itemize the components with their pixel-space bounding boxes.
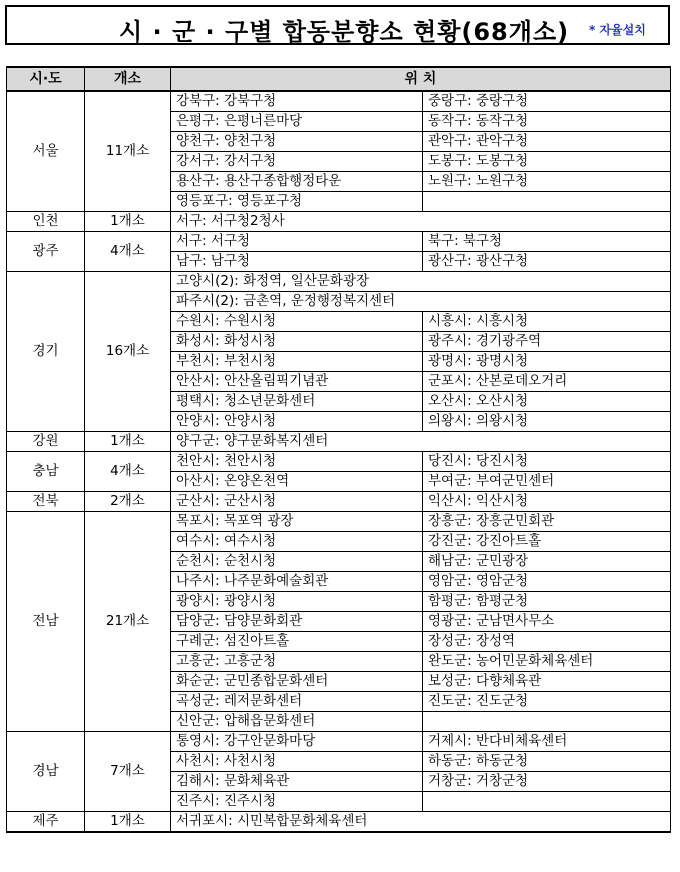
location-cell [423, 192, 671, 212]
location-cell: 강북구: 강북구청 [171, 91, 423, 112]
location-cell: 거제시: 반다비체육센터 [423, 732, 671, 752]
location-cell: 보성군: 다향체육관 [423, 672, 671, 692]
location-cell: 장흥군: 장흥군민회관 [423, 512, 671, 532]
location-cell: 시흥시: 시흥시청 [423, 312, 671, 332]
count-cell: 21개소 [85, 512, 171, 732]
location-cell: 익산시: 익산시청 [423, 492, 671, 512]
location-cell: 파주시(2): 금촌역, 운정행정복지센터 [171, 292, 671, 312]
location-cell: 완도군: 농어민문화체육센터 [423, 652, 671, 672]
region-cell: 제주 [7, 812, 85, 833]
region-cell: 전북 [7, 492, 85, 512]
location-cell: 관악구: 관악구청 [423, 132, 671, 152]
table-row [7, 272, 671, 292]
location-cell: 부여군: 부여군민센터 [423, 472, 671, 492]
location-cell: 중랑구: 중랑구청 [423, 91, 671, 112]
location-cell: 동작구: 동작구청 [423, 112, 671, 132]
location-cell: 강서구: 강서구청 [171, 152, 423, 172]
location-cell: 안산시: 안산올림픽기념관 [171, 372, 423, 392]
table-row [7, 91, 671, 112]
region-cell: 인천 [7, 212, 85, 232]
region-cell: 광주 [7, 232, 85, 272]
location-cell: 구례군: 섬진아트홀 [171, 632, 423, 652]
location-cell: 수원시: 수원시청 [171, 312, 423, 332]
table-row [7, 452, 671, 472]
location-cell: 신안군: 압해읍문화센터 [171, 712, 423, 732]
location-cell: 해남군: 군민광장 [423, 552, 671, 572]
location-cell: 북구: 북구청 [423, 232, 671, 252]
location-cell: 여수시: 여수시청 [171, 532, 423, 552]
location-cell: 광주시: 경기광주역 [423, 332, 671, 352]
location-cell: 목포시: 목포역 광장 [171, 512, 423, 532]
location-cell: 군산시: 군산시청 [171, 492, 423, 512]
location-cell: 당진시: 당진시청 [423, 452, 671, 472]
location-cell: 용산구: 용산구종합행정타운 [171, 172, 423, 192]
location-cell: 광산구: 광산구청 [423, 252, 671, 272]
table-row [7, 812, 671, 833]
table-row [7, 492, 671, 512]
location-cell: 의왕시: 의왕시청 [423, 412, 671, 432]
count-cell: 11개소 [85, 91, 171, 212]
table-row [7, 212, 671, 232]
table-row [7, 512, 671, 532]
location-cell: 평택시: 청소년문화센터 [171, 392, 423, 412]
location-cell: 노원구: 노원구청 [423, 172, 671, 192]
location-cell: 통영시: 강구안문화마당 [171, 732, 423, 752]
location-cell: 김해시: 문화체육관 [171, 772, 423, 792]
location-cell: 양구군: 양구문화복지센터 [171, 432, 671, 452]
table-row [7, 232, 671, 252]
location-cell: 담양군: 담양문화회관 [171, 612, 423, 632]
location-cell: 진도군: 진도군청 [423, 692, 671, 712]
location-cell: 장성군: 장성역 [423, 632, 671, 652]
location-cell: 사천시: 사천시청 [171, 752, 423, 772]
table-row [7, 732, 671, 752]
location-cell: 강진군: 강진아트홀 [423, 532, 671, 552]
location-cell: 광양시: 광양시청 [171, 592, 423, 612]
header-count: 개소 [85, 67, 171, 91]
count-cell: 1개소 [85, 812, 171, 833]
count-cell: 1개소 [85, 432, 171, 452]
location-cell: 오산시: 오산시청 [423, 392, 671, 412]
location-cell: 함평군: 함평군청 [423, 592, 671, 612]
page-title: 시 · 군 · 구별 합동분향소 현황(68개소) [119, 18, 570, 46]
location-cell: 곡성군: 레저문화센터 [171, 692, 423, 712]
count-cell: 4개소 [85, 232, 171, 272]
title-note: * 자율설치 [589, 23, 646, 37]
location-cell: 양천구: 양천구청 [171, 132, 423, 152]
location-cell: 광명시: 광명시청 [423, 352, 671, 372]
region-cell: 경남 [7, 732, 85, 812]
region-cell: 전남 [7, 512, 85, 732]
location-cell: 순천시: 순천시청 [171, 552, 423, 572]
region-cell: 충남 [7, 452, 85, 492]
location-cell: 고양시(2): 화정역, 일산문화광장 [171, 272, 671, 292]
table-row [7, 432, 671, 452]
location-cell: 도봉구: 도봉구청 [423, 152, 671, 172]
table-body [7, 91, 671, 832]
location-cell: 안양시: 안양시청 [171, 412, 423, 432]
location-cell [423, 712, 671, 732]
location-cell: 서귀포시: 시민복합문화체육센터 [171, 812, 671, 833]
location-cell: 남구: 남구청 [171, 252, 423, 272]
region-cell: 강원 [7, 432, 85, 452]
header-region: 시·도 [7, 67, 85, 91]
location-cell: 화순군: 군민종합문화센터 [171, 672, 423, 692]
location-cell: 진주시: 진주시청 [171, 792, 423, 812]
location-cell: 아산시: 온양온천역 [171, 472, 423, 492]
location-cell: 하동군: 하동군청 [423, 752, 671, 772]
location-cell: 거창군: 거창군청 [423, 772, 671, 792]
location-cell: 군포시: 산본로데오거리 [423, 372, 671, 392]
table-header-row [7, 67, 671, 91]
count-cell: 1개소 [85, 212, 171, 232]
region-cell: 경기 [7, 272, 85, 432]
count-cell: 16개소 [85, 272, 171, 432]
count-cell: 4개소 [85, 452, 171, 492]
location-cell: 영등포구: 영등포구청 [171, 192, 423, 212]
location-cell: 고흥군: 고흥군청 [171, 652, 423, 672]
count-cell: 7개소 [85, 732, 171, 812]
location-cell: 서구: 서구청2청사 [171, 212, 671, 232]
location-cell: 부천시: 부천시청 [171, 352, 423, 372]
location-cell: 서구: 서구청 [171, 232, 423, 252]
location-cell: 은평구: 은평너른마당 [171, 112, 423, 132]
region-cell: 서울 [7, 91, 85, 212]
location-cell: 영광군: 군남면사무소 [423, 612, 671, 632]
title-box [5, 5, 670, 45]
location-cell: 화성시: 화성시청 [171, 332, 423, 352]
location-cell [423, 792, 671, 812]
header-location: 위 치 [171, 67, 671, 91]
count-cell: 2개소 [85, 492, 171, 512]
location-cell: 천안시: 천안시청 [171, 452, 423, 472]
location-cell: 영암군: 영암군청 [423, 572, 671, 592]
memorial-altar-table [6, 66, 671, 833]
location-cell: 나주시: 나주문화예술회관 [171, 572, 423, 592]
